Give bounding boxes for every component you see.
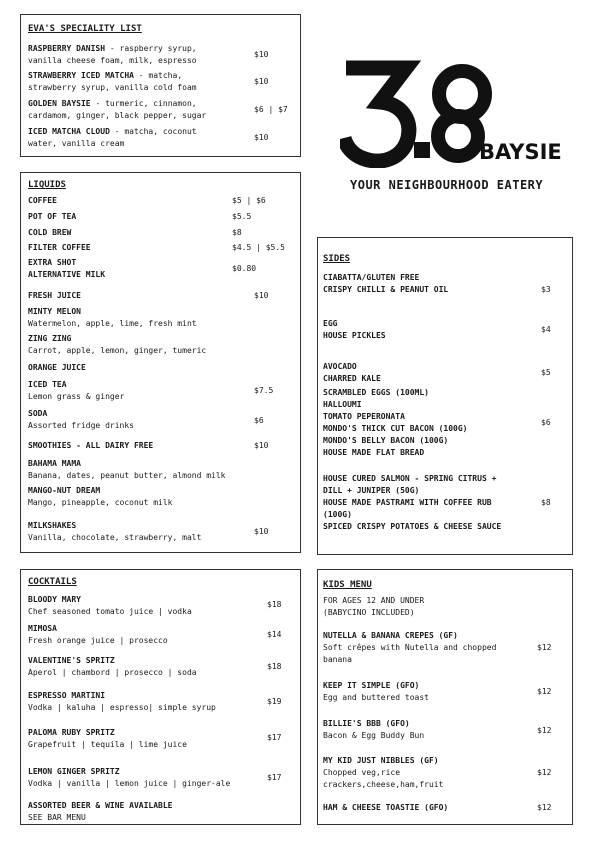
bar-menu-note: SEE BAR MENU xyxy=(28,813,86,822)
kids-item-name: NUTELLA & BANANA CREPES (GF) xyxy=(323,631,458,640)
cocktail-price: $14 xyxy=(267,630,282,639)
kids-item-price: $12 xyxy=(537,768,552,777)
fresh-juice: FRESH JUICE xyxy=(28,291,81,300)
iced-tea-desc: Lemon grass & ginger xyxy=(28,392,125,401)
iced-tea: ICED TEA xyxy=(28,380,67,389)
cocktail-price: $19 xyxy=(267,697,282,706)
specialty-item: STRAWBERRY ICED MATCHA - matcha, xyxy=(28,71,183,80)
drink-price: $5.5 xyxy=(232,212,252,221)
kids-item-price: $12 xyxy=(537,643,552,652)
kids-item-name: BILLIE'S BBB (GFO) xyxy=(323,719,410,728)
cocktail-name: PALOMA RUBY SPRITZ xyxy=(28,728,115,737)
side-line: CRISPY CHILLI & PEANUT OIL xyxy=(323,285,449,294)
side-line: DILL + JUNIPER (50G) xyxy=(323,486,420,495)
logo xyxy=(340,58,575,168)
milkshakes-price: $10 xyxy=(254,527,269,536)
fresh-juice-price: $10 xyxy=(254,291,269,300)
kids-item-price: $12 xyxy=(537,803,552,812)
extra-shot: EXTRA SHOT xyxy=(28,258,77,267)
side-line: HOUSE PICKLES xyxy=(323,331,386,340)
logo-text: BAYSIE xyxy=(479,140,562,164)
side-line: AVOCADO xyxy=(323,362,357,371)
kids-item-desc: Chopped veg,rice xyxy=(323,768,401,777)
cocktail-price: $17 xyxy=(267,733,282,742)
drink-name: FILTER COFFEE xyxy=(28,243,91,252)
cocktail-desc: Aperol | chambord | prosecco | soda xyxy=(28,668,197,677)
kids-sub: (BABYCINO INCLUDED) xyxy=(323,608,415,617)
drink-name: COLD BREW xyxy=(28,228,72,237)
extra-price: $0.80 xyxy=(232,264,257,273)
kids-item-name: HAM & CHEESE TOASTIE (GFO) xyxy=(323,803,449,812)
drink-price: $8 xyxy=(232,228,242,237)
milkshakes-desc: Vanilla, chocolate, strawberry, malt xyxy=(28,533,202,542)
specialty-item: GOLDEN BAYSIE - turmeric, cinnamon, xyxy=(28,99,197,108)
juice-desc: Watermelon, apple, lime, fresh mint xyxy=(28,319,197,328)
side-line: TOMATO PEPERONATA xyxy=(323,412,405,421)
cocktail-name: LEMON GINGER SPRITZ xyxy=(28,767,120,776)
liquids-heading: LIQUIDS xyxy=(28,180,66,190)
cocktail-name: VALENTINE'S SPRITZ xyxy=(28,656,115,665)
specialty-item-price: $10 xyxy=(254,77,269,86)
specialty-item-desc: vanilla cheese foam, milk, espresso xyxy=(28,56,197,65)
cocktail-price: $17 xyxy=(267,773,282,782)
side-line: HOUSE MADE FLAT BREAD xyxy=(323,448,425,457)
soda-desc: Assorted fridge drinks xyxy=(28,421,134,430)
side-line: MONDO'S BELLY BACON (100G) xyxy=(323,436,449,445)
cocktail-name: ESPRESSO MARTINI xyxy=(28,691,106,700)
kids-item-desc: Soft crêpes with Nutella and chopped xyxy=(323,643,497,652)
smoothie-desc: Mango, pineapple, coconut milk xyxy=(28,498,173,507)
side-line: (100G) xyxy=(323,510,352,519)
cocktail-price: $18 xyxy=(267,662,282,671)
side-line: SPICED CRISPY POTATOES & CHEESE SAUCE xyxy=(323,522,502,531)
juice-desc: Carrot, apple, lemon, ginger, tumeric xyxy=(28,346,207,355)
logo-mark-icon xyxy=(340,58,575,168)
kids-item-desc: Egg and buttered toast xyxy=(323,693,429,702)
juice-name: MINTY MELON xyxy=(28,307,81,316)
specialty-heading: EVA'S SPECIALITY LIST xyxy=(28,24,142,34)
side-price: $5 xyxy=(541,368,551,377)
juice-name: ORANGE JUICE xyxy=(28,363,86,372)
drink-price: $5 | $6 xyxy=(232,196,266,205)
kids-item-desc: banana xyxy=(323,655,352,664)
kids-heading: KIDS MENU xyxy=(323,580,372,590)
specialty-item-price: $10 xyxy=(254,133,269,142)
side-line: CHARRED KALE xyxy=(323,374,381,383)
smoothies: SMOOTHIES - ALL DAIRY FREE xyxy=(28,441,154,450)
specialty-item-price: $6 | $7 xyxy=(254,105,288,114)
soda-price: $6 xyxy=(254,416,264,425)
drink-name: COFFEE xyxy=(28,196,57,205)
side-line: MONDO'S THICK CUT BACON (100G) xyxy=(323,424,468,433)
specialty-item: ICED MATCHA CLOUD - matcha, coconut xyxy=(28,127,197,136)
specialty-item-price: $10 xyxy=(254,50,269,59)
specialty-item-desc: water, vanilla cream xyxy=(28,139,125,148)
iced-tea-price: $7.5 xyxy=(254,386,274,395)
drink-name: POT OF TEA xyxy=(28,212,77,221)
side-price: $8 xyxy=(541,498,551,507)
smoothie-name: MANGO-NUT DREAM xyxy=(28,486,101,495)
kids-sub: FOR AGES 12 AND UNDER xyxy=(323,596,425,605)
side-line: EGG xyxy=(323,319,338,328)
smoothies-price: $10 xyxy=(254,441,269,450)
tagline: YOUR NEIGHBOURHOOD EATERY xyxy=(350,178,544,192)
kids-item-name: KEEP IT SIMPLE (GFO) xyxy=(323,681,420,690)
smoothie-name: BAHAMA MAMA xyxy=(28,459,81,468)
side-price: $4 xyxy=(541,325,551,334)
cocktail-desc: Grapefruit | tequila | lime juice xyxy=(28,740,187,749)
cocktail-desc: Vodka | kaluha | espresso| simple syrup xyxy=(28,703,216,712)
soda: SODA xyxy=(28,409,48,418)
cocktail-desc: Vodka | vanilla | lemon juice | ginger-ale xyxy=(28,779,231,788)
side-line: HOUSE MADE PASTRAMI WITH COFFEE RUB xyxy=(323,498,492,507)
cocktail-name: MIMOSA xyxy=(28,624,57,633)
juice-name: ZING ZING xyxy=(28,334,72,343)
kids-item-desc: crackers,cheese,ham,fruit xyxy=(323,780,444,789)
cocktails-heading: COCKTAILS xyxy=(28,577,77,587)
smoothie-desc: Banana, dates, peanut butter, almond milk xyxy=(28,471,226,480)
cocktail-desc: Chef seasoned tomato juice | vodka xyxy=(28,607,192,616)
kids-item-price: $12 xyxy=(537,726,552,735)
side-line: HALLOUMI xyxy=(323,400,362,409)
side-price: $3 xyxy=(541,285,551,294)
side-price: $6 xyxy=(541,418,551,427)
side-line: SCRAMBLED EGGS (100ML) xyxy=(323,388,429,397)
kids-item-price: $12 xyxy=(537,687,552,696)
specialty-item-desc: cardamom, ginger, black pepper, sugar xyxy=(28,111,207,120)
cocktail-price: $18 xyxy=(267,600,282,609)
specialty-item: RASPBERRY DANISH - raspberry syrup, xyxy=(28,44,197,53)
side-line: CIABATTA/GLUTEN FREE xyxy=(323,273,420,282)
kids-item-desc: Bacon & Egg Buddy Bun xyxy=(323,731,425,740)
side-line: HOUSE CURED SALMON - SPRING CITRUS + xyxy=(323,474,497,483)
cocktail-desc: Fresh orange juice | prosecco xyxy=(28,636,168,645)
beer-wine-note: ASSORTED BEER & WINE AVAILABLE xyxy=(28,801,173,810)
cocktail-name: BLOODY MARY xyxy=(28,595,81,604)
sides-heading: SIDES xyxy=(323,254,351,264)
drink-price: $4.5 | $5.5 xyxy=(232,243,285,252)
specialty-item-desc: strawberry syrup, vanilla cold foam xyxy=(28,83,197,92)
alternative-milk: ALTERNATIVE MILK xyxy=(28,270,106,279)
kids-item-name: MY KID JUST NIBBLES (GF) xyxy=(323,756,439,765)
milkshakes: MILKSHAKES xyxy=(28,521,77,530)
